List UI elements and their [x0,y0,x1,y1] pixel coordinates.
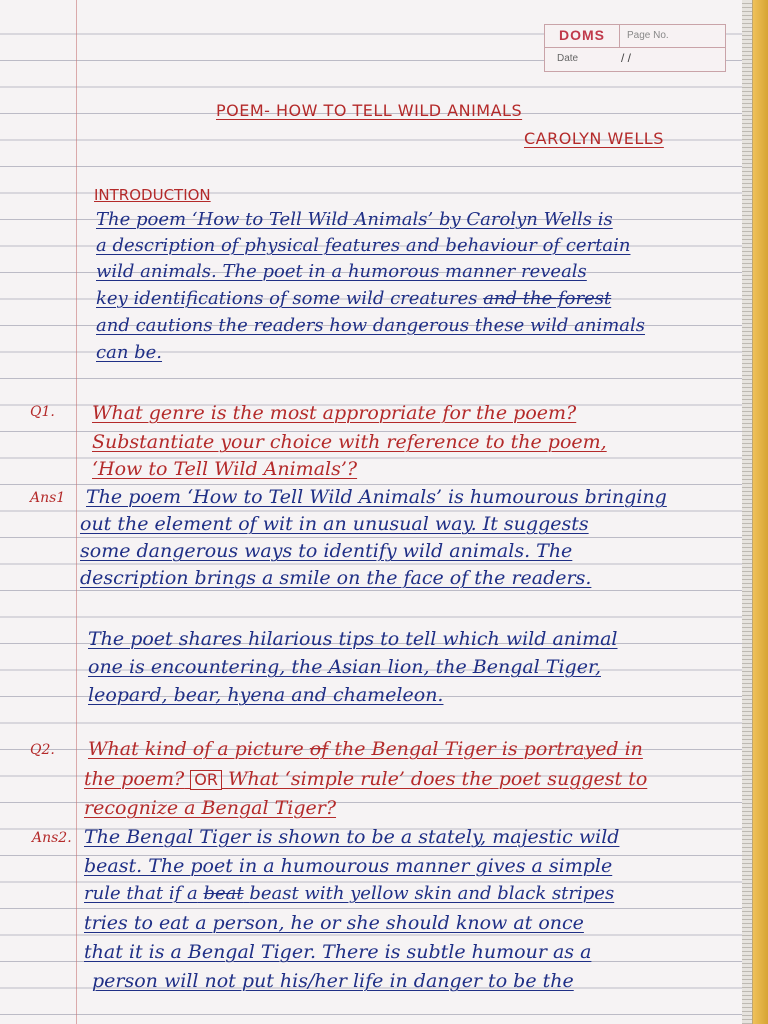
q2-line [88,738,643,760]
intro-line [96,288,611,310]
intro-line: can be. [96,342,163,363]
poem-title: POEM- HOW TO TELL WILD ANIMALS [216,101,523,120]
page-number-row [545,25,725,48]
ans1-label: Ans1 [30,490,66,506]
ans2-text: beast with yellow skin and black stripes [249,883,615,904]
intro-line: The poem ‘How to Tell Wild Animals’ by Carolyn Wells is [96,209,613,230]
q2-line [84,768,647,790]
margin-line [76,0,77,1024]
q2-text: the Bengal Tiger is portrayed in [328,738,643,760]
date-label: Date [557,53,579,64]
struck-text: of [309,738,329,760]
ans2-label: Ans2. [32,830,72,846]
ans2-line: tries to eat a person, he or she should know at once [84,912,584,934]
or-box: OR [190,770,222,790]
intro-text: key identifications of some wild creatures [96,288,478,309]
ans1-line: The poem ‘How to Tell Wild Animals’ is humourous bringing [86,486,667,508]
q2-text: What kind of a picture [88,738,310,760]
date-value: / / [621,51,632,65]
ans2-line: that it is a Bengal Tiger. There is subtle humour as a [84,941,592,963]
intro-line: and cautions the readers how dangerous these wild animals [96,315,645,336]
ans2-line: beast. The poet in a humourous manner gives a simple [84,855,613,877]
ans2-line [84,883,614,905]
q2-line: recognize a Bengal Tiger? [84,797,337,819]
q1-line: What genre is the most appropriate for the poem? [92,402,577,424]
page-stack-edge [742,0,752,1024]
intro-line: wild animals. The poet in a humorous manner reveals [96,261,587,282]
ans1-line: some dangerous ways to identify wild animals. The [80,540,573,562]
ans1-para2-line: one is encountering, the Asian lion, the Bengal Tiger, [88,656,601,678]
q2-text: the poem? [84,768,185,790]
notebook-edge [742,0,768,1024]
page-no-label: Page No. [627,30,669,41]
ans2-line: person will not put his/her life in danger to be the [92,970,574,992]
q1-line: ‘How to Tell Wild Animals’? [92,458,358,480]
ans2-line: The Bengal Tiger is shown to be a stately, majestic wild [84,826,620,848]
intro-heading: INTRODUCTION [94,186,211,204]
ans1-para2-line: The poet shares hilarious tips to tell which wild animal [88,628,618,650]
date-row [545,48,725,70]
q2-text: What ‘simple rule’ does the poet suggest to [228,768,648,790]
struck-text: and the forest [483,288,612,309]
brand-logo: DOMS [559,27,605,43]
ans2-text: rule that if a [84,883,198,904]
ans1-para2-line: leopard, bear, hyena and chameleon. [88,684,444,706]
intro-line: a description of physical features and behaviour of certain [96,235,631,256]
poem-author: CAROLYN WELLS [524,129,664,148]
struck-text: beat [203,883,244,904]
page-number-box [544,24,726,72]
q1-label: Q1. [30,404,55,420]
ans1-line: description brings a smile on the face of the readers. [80,567,592,589]
q1-line: Substantiate your choice with reference to the poem, [92,431,607,453]
ans1-line: out the element of wit in an unusual way. It suggests [80,513,589,535]
q2-label: Q2. [30,742,55,758]
divider [619,25,620,47]
